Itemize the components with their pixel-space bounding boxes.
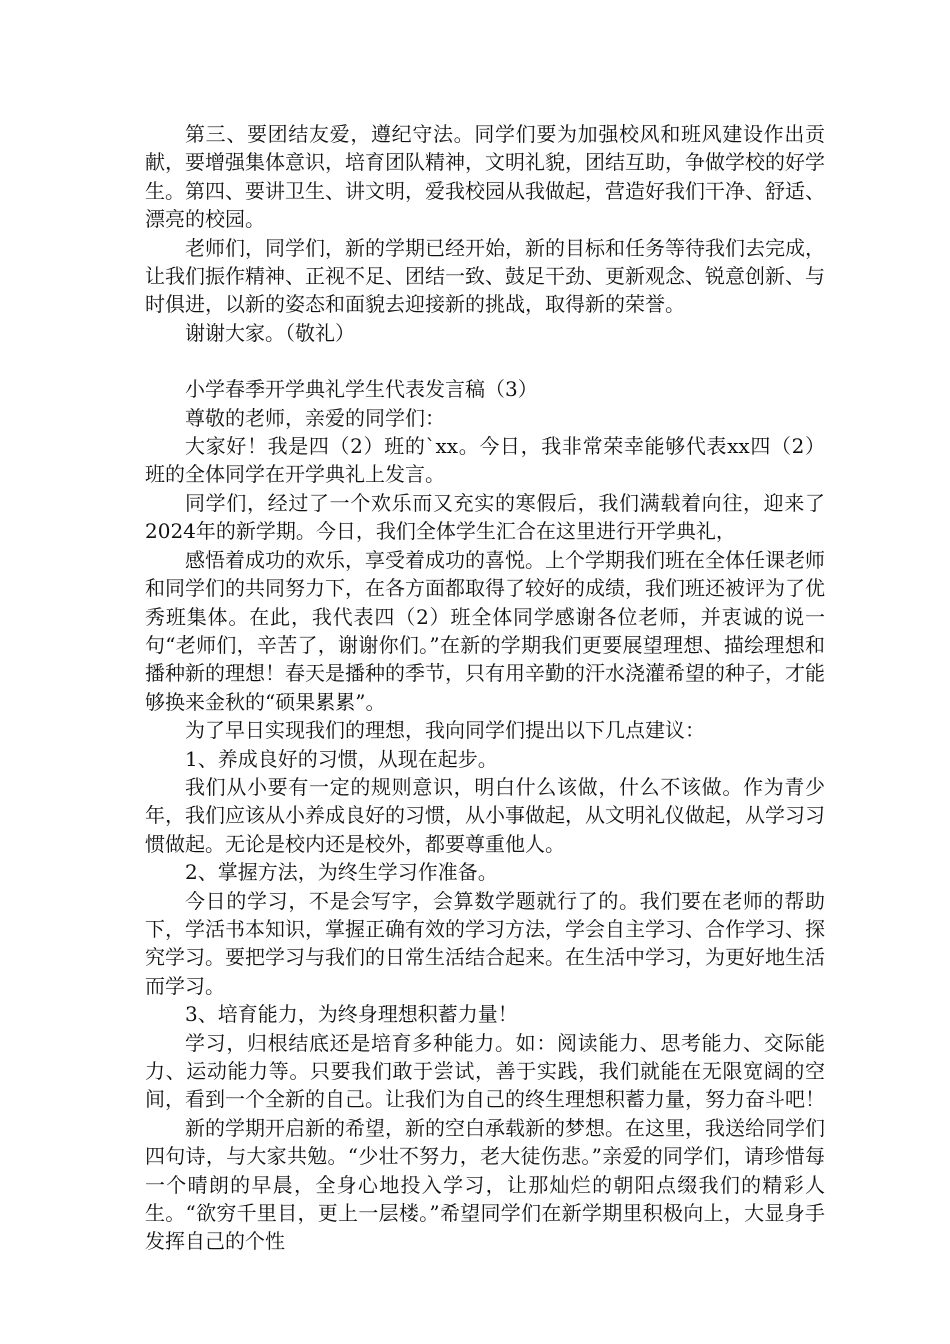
- paragraph: 我们从小要有一定的规则意识，明白什么该做，什么不该做。作为青少年，我们应该从小养成良好的习惯，从小事做起，从文明礼仪做起，从学习习惯做起。无论是校内还是校外，都要尊重他人。: [145, 774, 825, 856]
- paragraph: 同学们，经过了一个欢乐而又充实的寒假后，我们满载着向往，迎来了2024年的新学期。今日，我们全体学生汇合在这里进行开学典礼，: [145, 490, 825, 544]
- paragraph: 大家好！我是四（2）班的`xx。今日，我非常荣幸能够代表xx四（2）班的全体同学在开学典礼上发言。: [145, 434, 825, 487]
- list-heading: 3、培育能力，为终身理想积蓄力量！: [185, 1002, 518, 1027]
- paragraph: 今日的学习，不是会写字，会算数学题就行了的。我们要在老师的帮助下，学活书本知识，掌握正确有效的学习方法，学会自主学习、合作学习、探究学习。要把学习与我们的日常生活结合起来。在生活中学习，为更好地生活而学习。: [145, 888, 825, 998]
- paragraph: 感悟着成功的欢乐，享受着成功的喜悦。上个学期我们班在全体任课老师和同学们的共同努力下，在各方面都取得了较好的成绩，我们班还被评为了优秀班集体。在此，我代表四（2）班全体同学感谢各位老师，并衷诚的说一句“老师们，辛苦了，谢谢你们。”在新的学期我们更要展望理想、描绘理想和播种新的理想！春天是播种的季节，只有用辛勤的汗水浇灌希望的种子，才能够换来金秋的“硕果累累”。: [145, 547, 825, 714]
- list-heading: 2、掌握方法，为终生学习作准备。: [185, 860, 498, 885]
- paragraph: 新的学期开启新的希望，新的空白承载新的梦想。在这里，我送给同学们四句诗，与大家共勉。“少壮不努力，老大徒伤悲。”亲爱的同学们，请珍惜每一个晴朗的早晨，全身心地投入学习，让那灿烂的朝阳点缀我们的精彩人生。“欲穷千里目，更上一层楼。”希望同学们在新学期里积极向上，大显身手发挥自己的个性: [145, 1115, 825, 1254]
- paragraph: 为了早日实现我们的理想，我向同学们提出以下几点建议：: [185, 718, 705, 743]
- paragraph: 老师们，同学们，新的学期已经开始，新的目标和任务等待我们去完成，让我们振作精神、正视不足、团结一致、鼓足干劲、更新观念、锐意创新、与时俱进，以新的姿态和面貌去迎接新的挑战，取得新的荣誉。: [145, 235, 825, 317]
- paragraph: 尊敬的老师，亲爱的同学们：: [185, 405, 445, 430]
- list-heading: 1、养成良好的习惯，从现在起步。: [185, 746, 498, 771]
- paragraph: 谢谢大家。（敬礼）: [185, 320, 355, 345]
- document-page: [145, 120, 825, 1256]
- paragraph: 第三、要团结友爱，遵纪守法。同学们要为加强校风和班风建设作出贡献，要增强集体意识，培育团队精神，文明礼貌，团结互助，争做学校的好学生。第四、要讲卫生、讲文明，爱我校园从我做起，营造好我们干净、舒适、漂亮的校园。: [145, 122, 825, 232]
- paragraph: 学习，归根结底还是培育多种能力。如：阅读能力、思考能力、交际能力、运动能力等。只要我们敢于尝试，善于实践，我们就能在无限宽阔的空间，看到一个全新的自己。让我们为自己的终生理想积蓄力量，努力奋斗吧！: [145, 1030, 825, 1112]
- section-gap: [145, 347, 825, 375]
- section-title: 小学春季开学典礼学生代表发言稿（3）: [185, 377, 538, 402]
